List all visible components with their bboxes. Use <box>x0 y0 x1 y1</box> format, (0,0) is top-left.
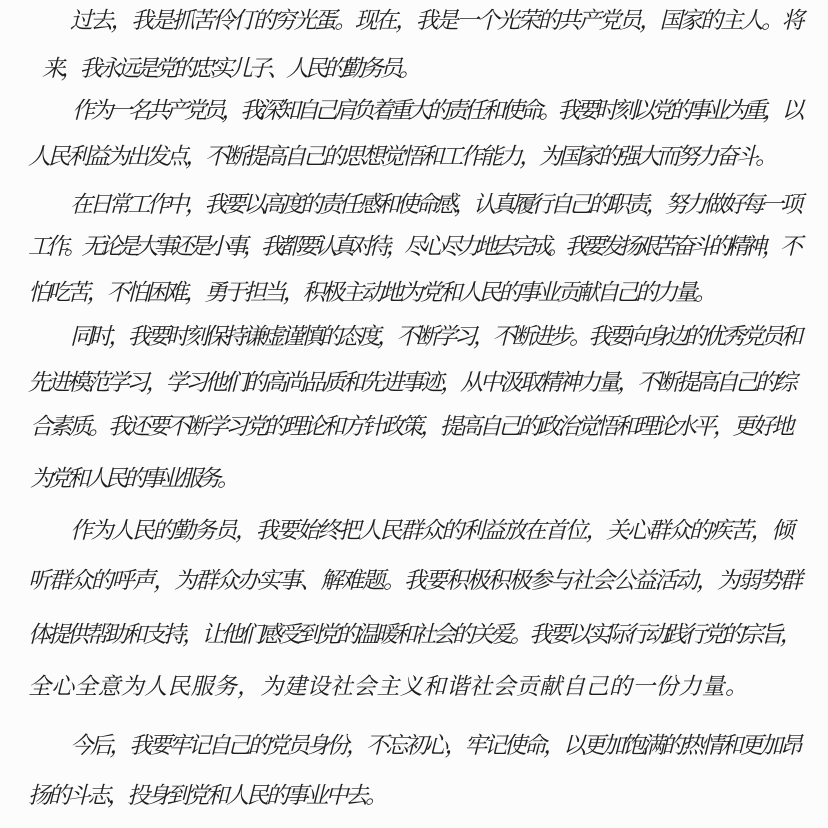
text-line: 来，我永远是党的忠实儿子、人民的勤务员。 <box>42 56 418 82</box>
text-line: 同时，我要时刻保持谦虚谨慎的态度，不断学习，不断进步。我要向身边的优秀党员和 <box>70 324 800 350</box>
text-line: 为党和人民的事业服务。 <box>30 466 236 492</box>
text-line: 合素质。我还要不断学习党的理论和方针政策，提高自己的政治觉悟和理论水平，更好地 <box>30 414 791 440</box>
text-line: 过去，我是抓苦伶仃的穷光蛋。现在，我是一个光荣的共产党员，国家的主人。将 <box>70 8 802 34</box>
text-line: 作为一名共产党员，我深知自己肩负着重大的责任和使命。我要时刻以党的事业为重，以 <box>72 98 801 124</box>
text-line: 体提供帮助和支持，让他们感受到党的温暖和社会的关爱。我要以实际行动践行党的宗旨， <box>28 622 799 648</box>
text-line: 怕吃苦，不怕困难，勇于担当，积极主动地为党和人民的事业贡献自己的力量。 <box>28 280 714 306</box>
text-line: 扬的斗志，投身到党和人民的事业中去。 <box>28 783 385 809</box>
text-line: 今后，我要牢记自己的党员身份，不忘初心，牢记使命，以更加饱满的热情和更加昂 <box>70 733 800 759</box>
text-line: 先进模范学习，学习他们的高尚品质和先进事迹，从中汲取精神力量，不断提高自己的综 <box>28 370 795 396</box>
text-line: 作为人民的勤务员，我要始终把人民群众的利益放在首位，关心群众的疾苦，倾 <box>70 518 792 544</box>
text-line: 全心全意为人民服务，为建设社会主义和谐社会贡献自己的一份力量。 <box>28 674 749 700</box>
text-line: 工作。无论是大事还是小事，我都要认真对待，尽心尽力地去完成。我要发扬艰苦奋斗的精神，不 <box>28 234 798 260</box>
text-line: 在日常工作中，我要以高度的责任感和使命感，认真履行自己的职责，努力做好每一项 <box>70 192 800 218</box>
text-line: 人民利益为出发点，不断提高自己的思想觉悟和工作能力，为国家的强大而努力奋斗。 <box>28 144 775 170</box>
text-line: 听群众的呼声，为群众办实事、解难题。我要积极积极参与社会公益活动，为弱势群 <box>28 568 801 594</box>
